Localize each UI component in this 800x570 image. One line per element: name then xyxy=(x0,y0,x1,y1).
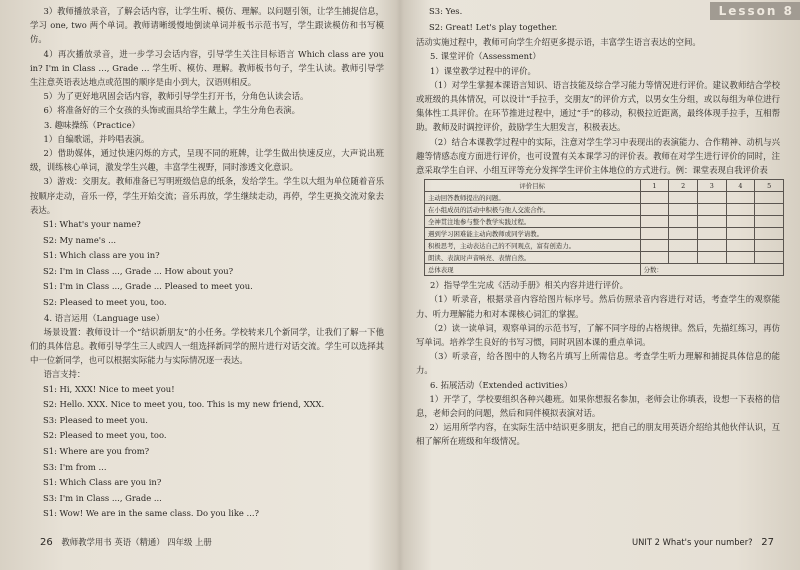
score-cell xyxy=(697,228,726,240)
dialogue-line: S1: What's your name? xyxy=(43,219,141,230)
score-cell xyxy=(640,252,669,264)
dialogue-line: S1: Hi, XXX! Nice to meet you! xyxy=(43,383,175,394)
score-cell xyxy=(726,240,755,252)
right-page xyxy=(402,0,800,570)
dialogue-line: S1: I'm in Class ..., Grade ... Pleased to meet you. xyxy=(43,281,253,292)
page-number: 26 xyxy=(40,537,53,548)
score-cell xyxy=(669,240,698,252)
unit-title-footer: UNIT 2 What's your number? xyxy=(632,537,753,547)
score-cell xyxy=(726,204,755,216)
dialogue-line: S2: Pleased to meet you, too. xyxy=(43,430,167,441)
score-cell xyxy=(726,228,755,240)
page-footer-left xyxy=(40,536,212,548)
score-cell xyxy=(726,252,755,264)
table-row xyxy=(425,204,784,216)
table-row xyxy=(425,192,784,204)
paragraph: （2）读一读单词，观察单词的示范书写，了解不同字母的占格规律。然后，先描红练习，再仿写单词。培养学生良好的书写习惯，同时巩固本课的重点单词。 xyxy=(416,322,780,348)
table-header-cell: 5 xyxy=(755,180,784,192)
paragraph: 2）借助媒体，通过快速闪烁的方式，呈现不同的班牌，让学生做出快速反应，大声说出班级，训练核心单词，激发学生兴趣，丰富学生视野，同时渗透文化意识。 xyxy=(30,148,384,173)
score-cell xyxy=(697,216,726,228)
section-heading-extended: 6. 拓展活动（Extended activities） xyxy=(430,379,573,390)
score-cell xyxy=(697,204,726,216)
paragraph: 3）教师播放录音，了解会话内容，让学生听、模仿、理解。以问题引领，让学生捕捉信息，学习 one, two 两个单词。教师请晰缓慢地倒读单词并板书示范书写，学生跟读模仿和书写模仿。 xyxy=(30,6,384,45)
dialogue-line: S1: Which Class are you in? xyxy=(43,477,162,488)
table-total-row xyxy=(425,264,784,276)
paragraph: 5）为了更好地巩固会话内容，教师引导学生打开书，分角色认读会话。 xyxy=(43,91,309,102)
section-heading-practice: 3. 趣味操练（Practice） xyxy=(44,119,140,130)
paragraph: 4）再次播放录音，进一步学习会话内容，引导学生关注目标语言 Which class are you in? I'm in Class …, Grade … 学生听、模仿、理解。教师板书句子，学生认读。教师引导学生注意英语表达地点或范围的顺序是由小到大，汉语则相反。 xyxy=(30,48,384,88)
table-row xyxy=(425,252,784,264)
dialogue-line: S1: Where are you from? xyxy=(43,446,150,456)
paragraph: （2）结合本课教学过程中的实际，注意对学生学习中表现出的表演能力、合作精神、动机与兴趣等情感态度方面进行评价，也可设置有关本课学习的评价表。教师在对学生进行评价的同时，注意采取学生自评、小组互评等充分发挥学生评价主体地位的方式进行。例：课堂表现自我评价表 xyxy=(416,136,780,176)
total-label-cell: 总体表现 xyxy=(425,264,641,276)
paragraph: （1）对学生掌握本课语言知识、语言技能及综合学习能力等情况进行评价。建议教师结合学校或班级的具体情况，可以设计“手拉手，交朋友”的评价方式，以男女生分组，或以每组为单位进行集体性工具评价。在环节推进过程中，通过“手”的移动，积极拉近距离，最终体现手拉手，互相帮助。教师及时调控评价，鼓励学生大胆发言，积极表达。 xyxy=(416,79,780,133)
score-label-cell: 分数： xyxy=(640,264,783,276)
sub-heading: 2）指导学生完成《活动手册》相关内容并进行评价。 xyxy=(430,280,628,291)
paragraph: （3）听录音，给各图中的人物名片填写上所需信息。考查学生听力理解和捕捉具体信息的能力。 xyxy=(416,351,780,376)
support-label: 语言支持： xyxy=(43,369,86,380)
score-cell xyxy=(669,228,698,240)
score-cell xyxy=(697,192,726,204)
lesson-tab: Lesson 8 xyxy=(710,2,800,20)
score-cell xyxy=(640,228,669,240)
dialogue-line: S3: I'm from ... xyxy=(43,461,107,472)
score-cell xyxy=(755,216,784,228)
paragraph: 3）游戏：交朋友。教师准备已写明班级信息的纸条，发给学生。学生以大组为单位随着音乐按顺序走动，音乐一停，学生开始交流；音乐再放，学生继续走动，再停，学生更换交流对象去表达。 xyxy=(30,176,384,215)
table-row xyxy=(425,240,784,252)
paragraph: 1）开学了，学校要组织各种兴趣班。如果你想报名参加，老师会让你填表，设想一下表格的信息，老师会问的问题，然后和同伴模拟表演对话。 xyxy=(416,393,780,419)
table-header-cell: 3 xyxy=(697,180,726,192)
paragraph: 1）自编歌谣，并吟唱表演。 xyxy=(43,133,150,144)
score-cell xyxy=(697,252,726,264)
table-cell: 全神贯注地参与整个教学实践过程。 xyxy=(425,216,641,228)
dialogue-line: S2: Pleased to meet you, too. xyxy=(43,297,167,308)
score-cell xyxy=(755,252,784,264)
paragraph: 6）将准备好的三个女孩的头饰或面具给学生戴上，学生分角色表演。 xyxy=(43,105,301,116)
table-cell: 主动回答教师提出的问题。 xyxy=(425,192,641,204)
score-cell xyxy=(640,216,669,228)
dialogue-line: S1: Wow! We are in the same class. Do you like ...? xyxy=(43,508,260,519)
page-footer-right xyxy=(632,537,774,548)
table-header-cell: 2 xyxy=(669,180,698,192)
table-cell: 积极思考，主动表达自己的不同观点，富有创造力。 xyxy=(425,240,641,252)
page-number: 27 xyxy=(761,537,774,548)
table-row xyxy=(425,216,784,228)
score-cell xyxy=(697,240,726,252)
table-header-cell: 评价目标 xyxy=(425,180,641,192)
score-cell xyxy=(755,240,784,252)
score-cell xyxy=(755,228,784,240)
self-evaluation-table xyxy=(424,179,784,276)
score-cell xyxy=(669,192,698,204)
dialogue-line: S3: Pleased to meet you. xyxy=(43,414,148,425)
table-cell: 遇到学习困难能主动向教师或同学请教。 xyxy=(425,228,641,240)
dialogue-line: S1: Which class are you in? xyxy=(43,250,160,261)
paragraph: （1）听录音，根据录音内容给图片标序号。然后仿照录音内容进行对话，考查学生的观察能力、听力理解能力和对本课核心词汇的掌握。 xyxy=(416,294,780,319)
score-cell xyxy=(726,192,755,204)
dialogue-line: S2: Hello. XXX. Nice to meet you, too. This is my new friend, XXX. xyxy=(43,399,325,410)
score-cell xyxy=(669,252,698,264)
dialogue-line: S3: I'm in Class ..., Grade ... xyxy=(43,492,162,503)
score-cell xyxy=(669,204,698,216)
score-cell xyxy=(726,216,755,228)
score-cell xyxy=(755,204,784,216)
dialogue-line: S2: My name's ... xyxy=(43,234,117,245)
score-cell xyxy=(669,216,698,228)
table-cell: 在小组成员的活动中积极与他人交流合作。 xyxy=(425,204,641,216)
score-cell xyxy=(755,192,784,204)
section-heading-language-use: 4. 语言运用（Language use） xyxy=(44,312,165,323)
sub-heading: 1）课堂教学过程中的评价。 xyxy=(430,65,536,76)
dialogue-line: S3: Yes. xyxy=(429,6,463,16)
table-header-row xyxy=(425,180,784,192)
paragraph: 活动实施过程中，教师可向学生介绍更多提示语，丰富学生语言表达的空间。 xyxy=(416,37,701,48)
score-cell xyxy=(640,204,669,216)
paragraph: 场景设置：教师设计一个“结识新朋友”的小任务。学校转来几个新同学，让我们了解一下他们的具体信息。教师引导学生三人或四人一组选择新同学的照片进行对话交流。学生可以选择其中一位新同学，也可以根据实际能力与实际情况逐一表达。 xyxy=(30,326,384,366)
book-title-footer: 教师教学用书 英语（精通） 四年级 上册 xyxy=(61,537,212,547)
score-cell xyxy=(640,240,669,252)
table-cell: 朗读、表演时声音响亮、表情自然。 xyxy=(425,252,641,264)
paragraph: 2）运用所学内容，在实际生活中结识更多朋友，把自己的朋友用英语介绍给其他伙伴认识，互相了解所在班级和年级情况。 xyxy=(416,422,780,447)
table-row xyxy=(425,228,784,240)
table-header-cell: 4 xyxy=(726,180,755,192)
section-heading-assessment: 5. 课堂评价（Assessment） xyxy=(430,51,541,62)
table-header-cell: 1 xyxy=(640,180,669,192)
dialogue-line: S2: I'm in Class ..., Grade ... How about you? xyxy=(43,265,234,276)
score-cell xyxy=(640,192,669,204)
dialogue-line: S2: Great! Let's play together. xyxy=(429,21,558,32)
